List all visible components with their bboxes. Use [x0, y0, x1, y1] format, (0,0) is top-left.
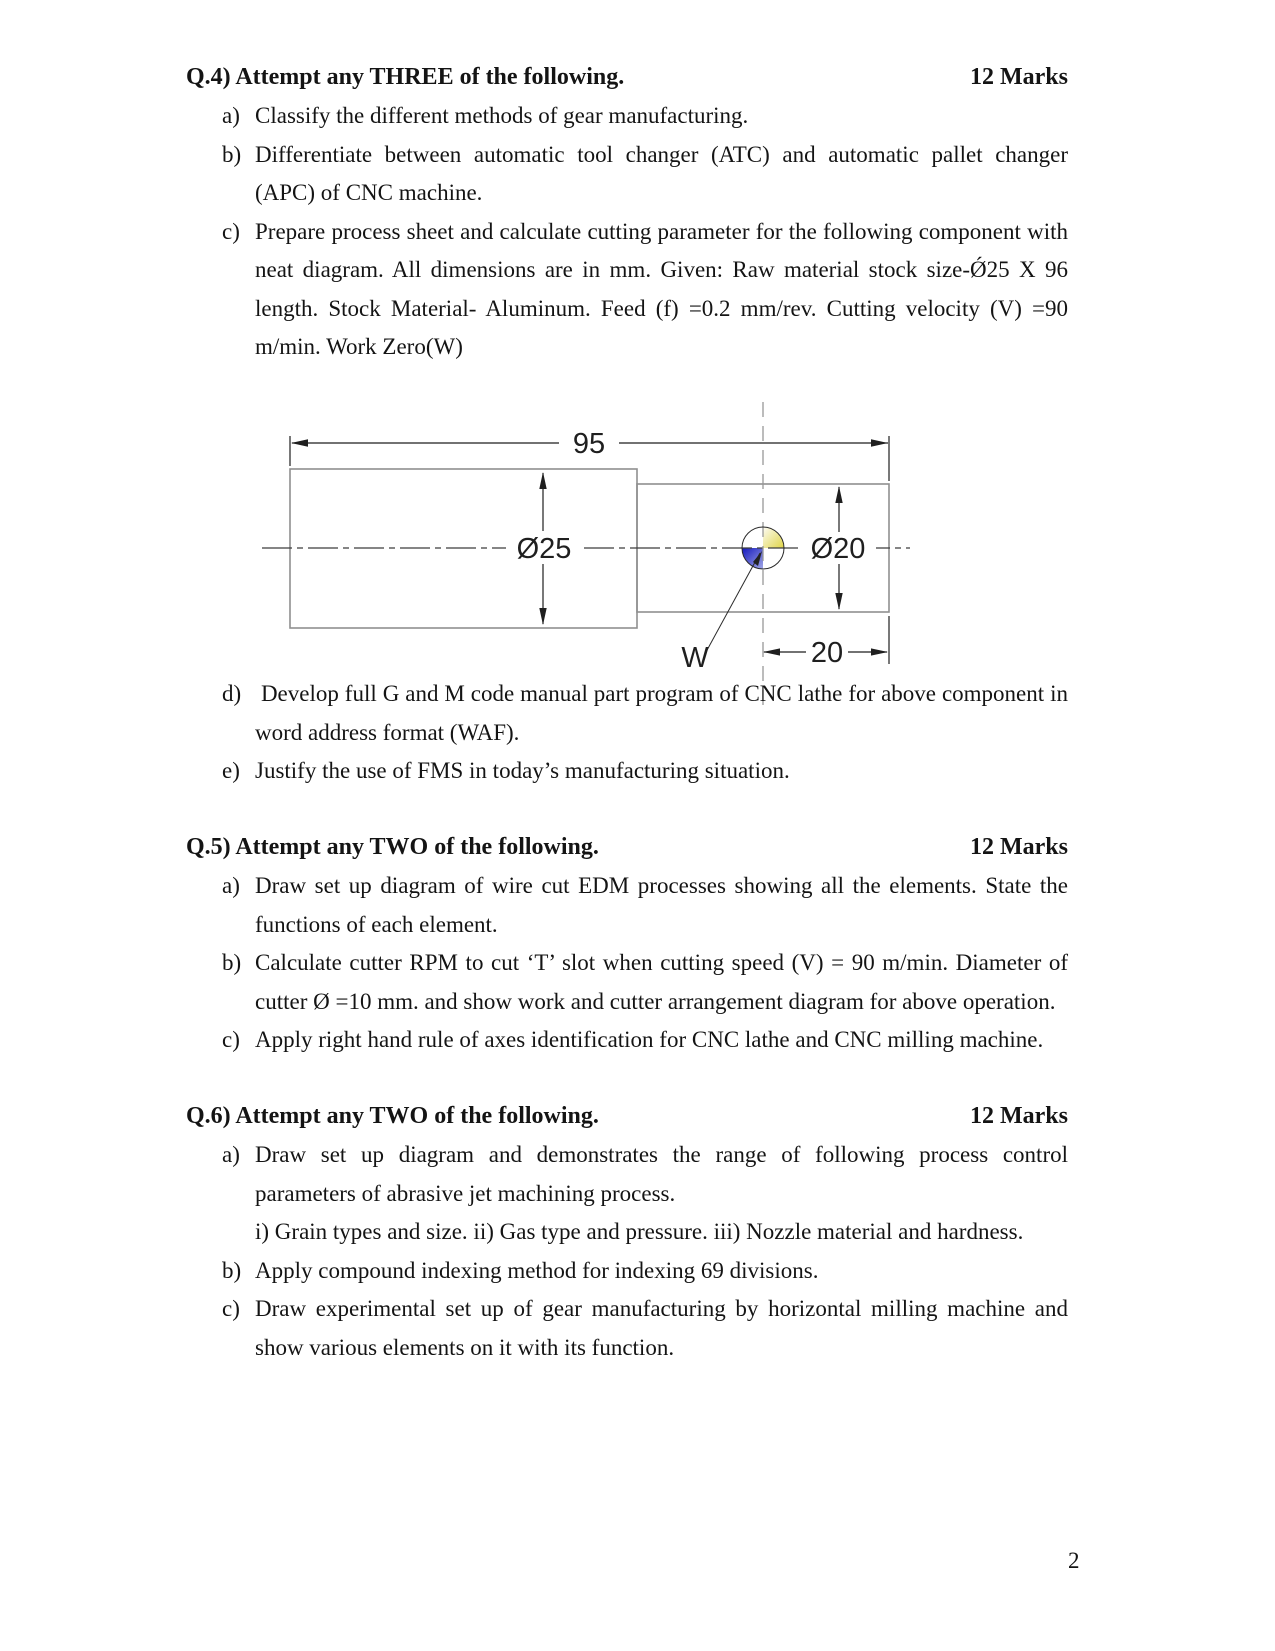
arrowhead-down [835, 593, 842, 610]
question-marks: 12 Marks [970, 834, 1068, 860]
question-title: Q.5) Attempt any TWO of the following. [186, 834, 599, 860]
item-text: Differentiate between automatic tool changer (ATC) and automatic pallet changer (APC) of CNC machine. [255, 141, 1068, 205]
item-letter: c) [222, 1027, 240, 1052]
question-item [186, 1252, 1068, 1291]
item-text: Apply compound indexing method for indexing 69 divisions. [255, 1257, 819, 1283]
item-text: Apply right hand rule of axes identification for CNC lathe and CNC milling machine. [255, 1027, 1044, 1052]
item-text: Draw experimental set up of gear manufacturing by horizontal milling machine and show various elements on it with its function. [255, 1296, 1068, 1360]
item-text: Draw set up diagram of wire cut EDM processes showing all the elements. State the functions of each element. [255, 873, 1068, 937]
item-letter: c) [222, 1296, 240, 1321]
question-item [186, 944, 1068, 1021]
item-subpoints: i) Grain types and size. ii) Gas type and pressure. iii) Nozzle material and hardness. [255, 1219, 1024, 1244]
dimension-large-diameter [506, 472, 582, 625]
question-4-block-continued [186, 675, 1068, 791]
question-item [186, 136, 1068, 213]
arrowhead-right [871, 648, 888, 655]
dim-label-20: 20 [810, 637, 844, 669]
item-letter: b) [222, 1257, 242, 1283]
question-marks: 12 Marks [970, 1103, 1068, 1129]
dim-label-dia25: Ø25 [516, 533, 572, 565]
question-4-block [186, 58, 1068, 367]
dimension-step-length [763, 616, 889, 669]
item-letter: a) [222, 873, 240, 898]
question-item [186, 97, 1068, 136]
work-zero-label: W [681, 642, 709, 674]
question-5-block [186, 828, 1068, 1060]
arrowhead-left [291, 439, 308, 447]
question-6-block [186, 1097, 1068, 1367]
question-marks: 12 Marks [970, 64, 1068, 90]
dim-label-95: 95 [572, 428, 606, 460]
question-item [186, 752, 1068, 791]
item-letter: b) [222, 141, 242, 167]
item-text: Develop full G and M code manual part program of CNC lathe for above component in word address format (WAF). [255, 681, 1068, 745]
arrowhead-up [835, 486, 842, 503]
item-letter: b) [222, 950, 242, 975]
item-letter: d) [222, 681, 242, 706]
question-item [186, 1136, 1068, 1213]
question-item [186, 1021, 1068, 1060]
question-6-header [186, 1097, 1068, 1136]
item-letter: a) [222, 1142, 240, 1167]
dimension-overall-length [290, 427, 889, 481]
question-5-header [186, 828, 1068, 867]
item-letter: e) [222, 758, 240, 783]
item-text: Draw set up diagram and demonstrates the range of following process control parameters of abrasive jet machining process. [255, 1142, 1068, 1206]
arrowhead-left [763, 648, 780, 655]
question-title: Q.4) Attempt any THREE of the following. [186, 64, 625, 90]
dimension-small-diameter [802, 486, 876, 610]
item-letter: a) [222, 103, 240, 128]
item-text: Prepare process sheet and calculate cutting parameter for the following component with neat diagram. All dimensions are in mm. Given: Raw material stock size-Ǿ25 X 96 length. Stock Material- Aluminum. Feed (f) =0.2 mm/rev. Cutting velocity (V) =90 m/min. Work Zero(W) [255, 218, 1068, 359]
arrowhead-down [539, 608, 546, 625]
question-4-header [186, 58, 1068, 97]
question-item [186, 867, 1068, 944]
question-item [186, 213, 1068, 367]
question-item [186, 1290, 1068, 1367]
arrowhead-up [539, 472, 546, 489]
item-text: Calculate cutter RPM to cut ‘T’ slot when cutting speed (V) = 90 m/min. Diameter of cutter Ø =10 mm. and show work and cutter arrangement diagram for above operation. [255, 950, 1068, 1014]
dim-label-dia20: Ø20 [810, 533, 866, 565]
question-item [186, 675, 1068, 752]
part-drawing-figure [235, 375, 925, 720]
item-text: Classify the different methods of gear manufacturing. [255, 103, 749, 128]
page-number: 2 [1068, 1548, 1080, 1573]
arrowhead-right [871, 439, 888, 447]
work-zero-leader-line [706, 553, 760, 652]
question-title: Q.6) Attempt any TWO of the following. [186, 1103, 599, 1129]
item-text: Justify the use of FMS in today’s manufacturing situation. [255, 758, 790, 783]
item-letter: c) [222, 218, 240, 244]
